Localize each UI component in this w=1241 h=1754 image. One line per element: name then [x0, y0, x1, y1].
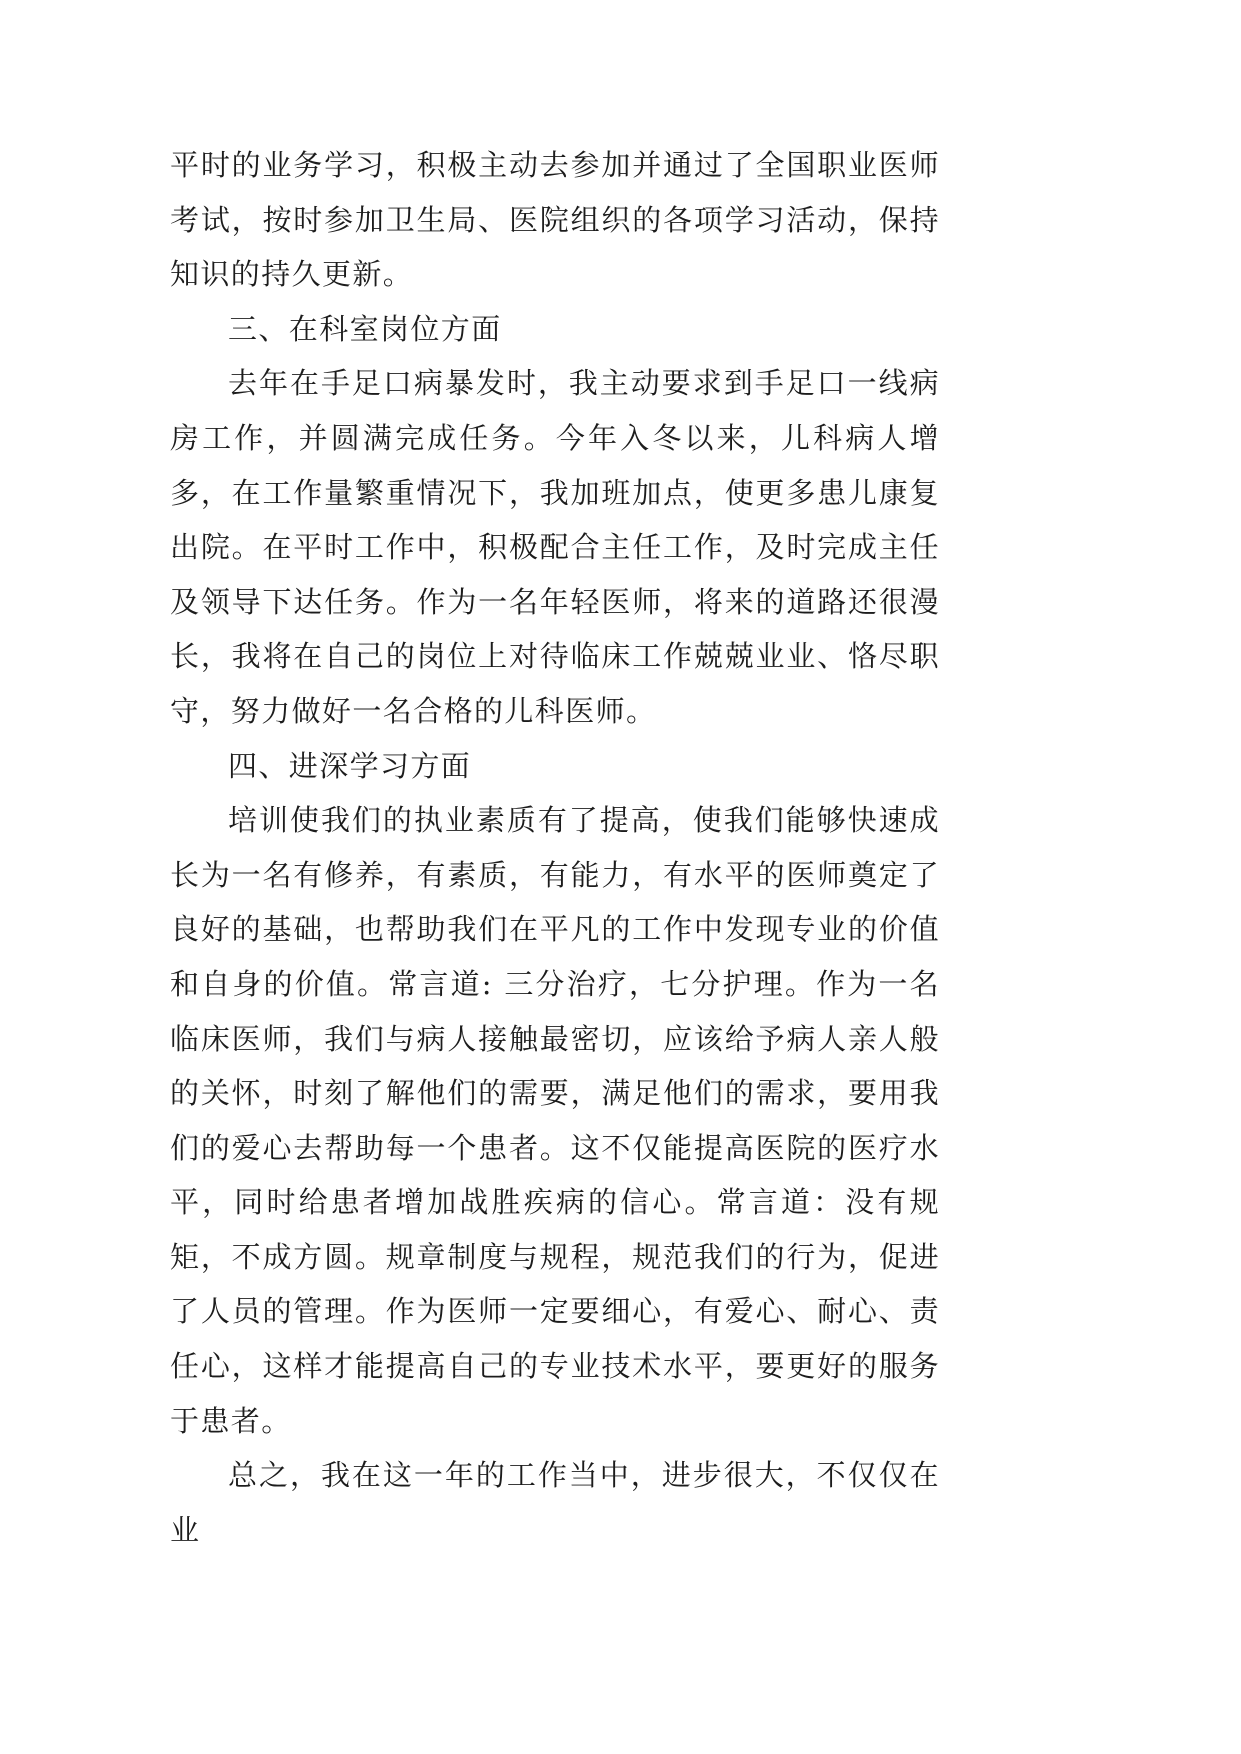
- paragraph-department-post: 去年在手足口病暴发时，我主动要求到手足口一线病房工作，并圆满完成任务。今年入冬以来，儿科病人增多，在工作量繁重情况下，我加班加点，使更多患儿康复出院。在平时工作中，积极配合主任工作，及时完成主任及领导下达任务。作为一名年轻医师，将来的道路还很漫长，我将在自己的岗位上对待临床工作兢兢业业、恪尽职守，努力做好一名合格的儿科医师。: [170, 366, 940, 728]
- section-heading-three: 三、在科室岗位方面: [228, 311, 502, 346]
- document-body: [170, 138, 940, 1557]
- section-heading-four: 四、进深学习方面: [228, 748, 472, 783]
- paragraph-further-study: 培训使我们的执业素质有了提高，使我们能够快速成长为一名有修养，有素质，有能力，有水平的医师奠定了良好的基础，也帮助我们在平凡的工作中发现专业的价值和自身的价值。常言道: 三分治疗，七分护理。作为一名临床医师，我们与病人接触最密切，应该给予病人亲人般的关怀，时刻了解他们的需要，满足他们的需求，要用我们的爱心去帮助每一个患者。这不仅能提高医院的医疗水平，同时给患者增加战胜疾病的信心。常言道：没有规矩，不成方圆。规章制度与规程，规范我们的行为，促进了人员的管理。作为医师一定要细心，有爱心、耐心、责任心，这样才能提高自己的专业技术水平，要更好的服务于患者。: [170, 803, 940, 1438]
- paragraph-summary: 总之，我在这一年的工作当中，进步很大，不仅仅在业: [170, 1458, 940, 1547]
- paragraph-continuation: 平时的业务学习，积极主动去参加并通过了全国职业医师考试，按时参加卫生局、医院组织的各项学习活动，保持知识的持久更新。: [170, 148, 940, 292]
